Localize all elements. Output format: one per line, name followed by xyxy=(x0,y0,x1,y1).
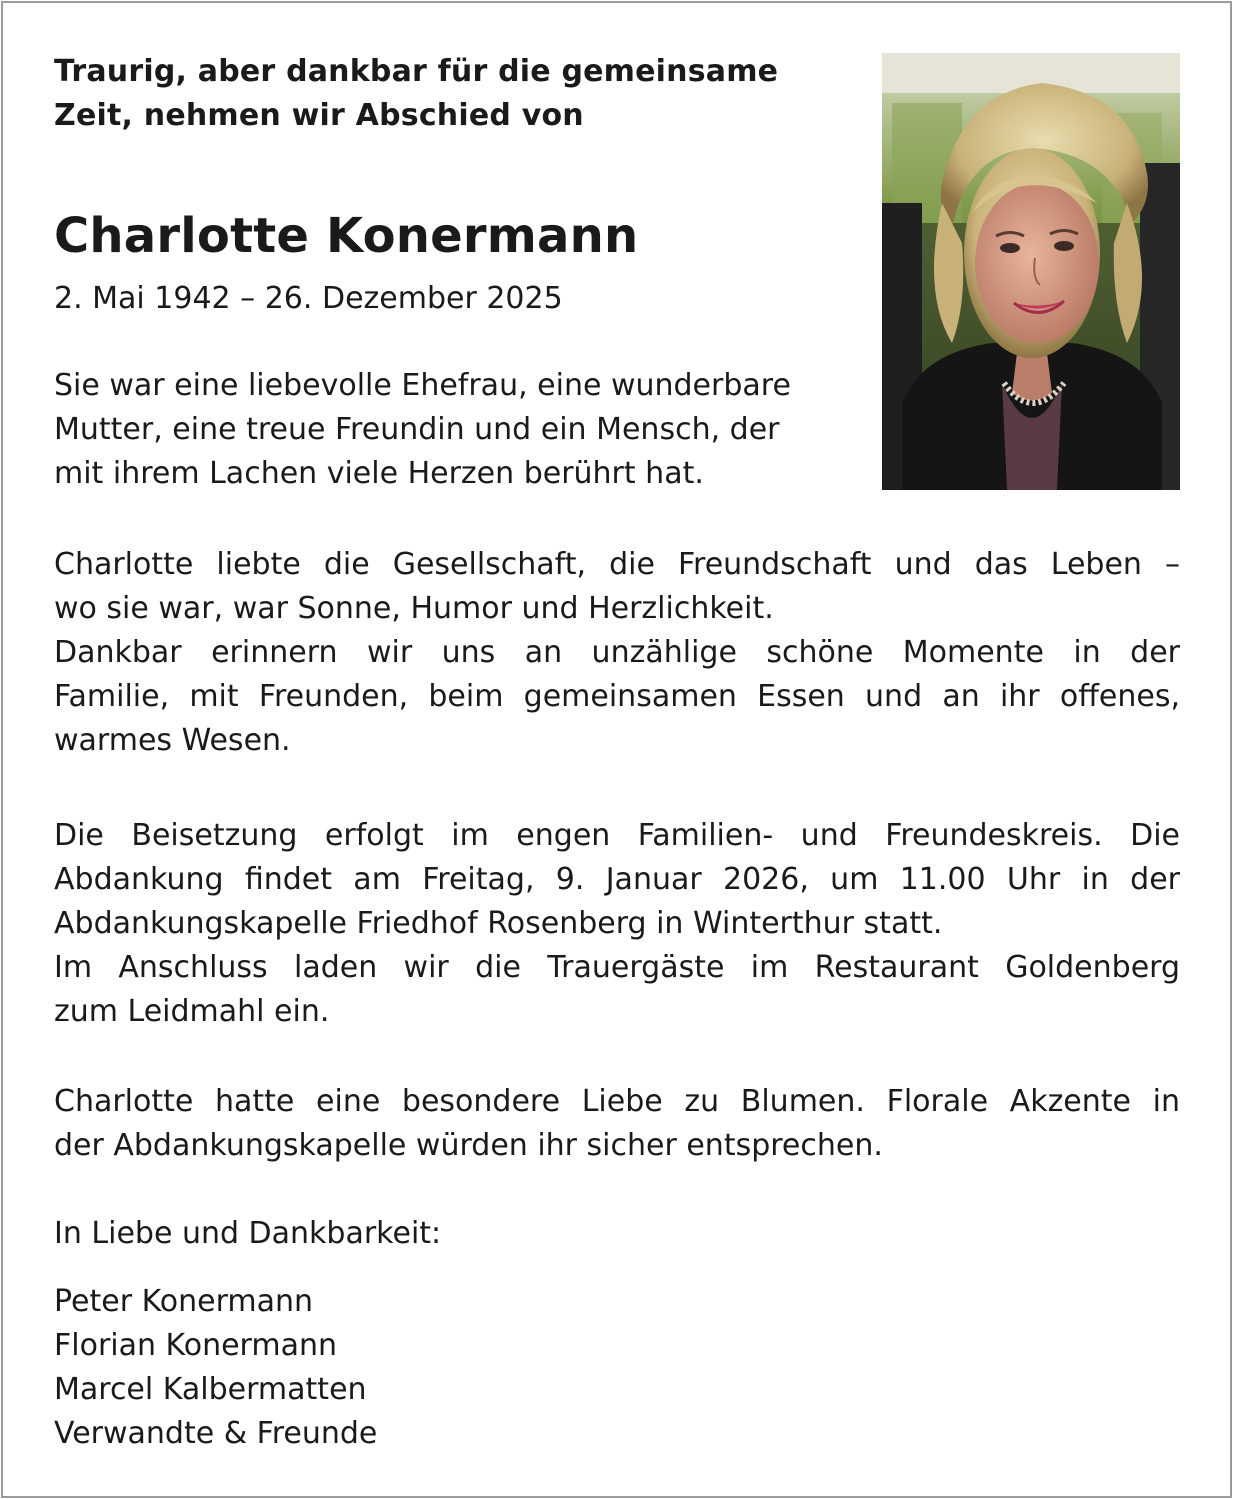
tribute-paragraph xyxy=(54,364,854,496)
text-line: Sie war eine liebevolle Ehefrau, eine wunderbare xyxy=(54,368,791,403)
signers-list xyxy=(54,1280,377,1456)
signer-name: Florian Konermann xyxy=(54,1328,337,1363)
signer-name: Peter Konermann xyxy=(54,1284,314,1319)
intro-line: Zeit, nehmen wir Abschied von xyxy=(54,98,584,133)
text-line: warmes Wesen. xyxy=(54,723,291,758)
text-line: Charlotte hatte eine besondere Liebe zu Blumen. Florale Akzente in xyxy=(54,1084,1180,1119)
text-line: Familie, mit Freunden, beim gemeinsamen Essen und an ihr offenes, xyxy=(54,679,1180,714)
text-line: Abdankung findet am Freitag, 9. Januar 2026, um 11.00 Uhr in der xyxy=(54,862,1180,897)
deceased-name: Charlotte Konermann xyxy=(54,208,639,264)
intro-text xyxy=(54,50,854,138)
intro-line: Traurig, aber dankbar für die gemeinsame xyxy=(54,54,779,89)
text-line: zum Leidmahl ein. xyxy=(54,994,330,1029)
flowers-paragraph xyxy=(54,1080,1180,1168)
portrait-photo xyxy=(882,53,1180,490)
text-line: Abdankungskapelle Friedhof Rosenberg in Winterthur statt. xyxy=(54,906,943,941)
closing-line: In Liebe und Dankbarkeit: xyxy=(54,1216,442,1251)
signer-name: Verwandte & Freunde xyxy=(54,1416,378,1451)
text-line: Die Beisetzung erfolgt im engen Familien- und Freundeskreis. Die xyxy=(54,818,1180,853)
text-line: Dankbar erinnern wir uns an unzählige schöne Momente in der xyxy=(54,635,1180,670)
signer-name: Marcel Kalbermatten xyxy=(54,1372,367,1407)
text-line: Im Anschluss laden wir die Trauergäste im Restaurant Goldenberg xyxy=(54,950,1180,985)
text-line: Mutter, eine treue Freundin und ein Mensch, der xyxy=(54,412,780,447)
text-line: Charlotte liebte die Gesellschaft, die Freundschaft und das Leben – xyxy=(54,547,1180,582)
text-line: der Abdankungskapelle würden ihr sicher entsprechen. xyxy=(54,1128,883,1163)
text-line: wo sie war, war Sonne, Humor und Herzlichkeit. xyxy=(54,591,774,626)
text-line: mit ihrem Lachen viele Herzen berührt hat. xyxy=(54,456,704,491)
life-dates: 2. Mai 1942 – 26. Dezember 2025 xyxy=(54,281,563,316)
memories-paragraph xyxy=(54,543,1180,763)
funeral-details-paragraph xyxy=(54,814,1180,1034)
